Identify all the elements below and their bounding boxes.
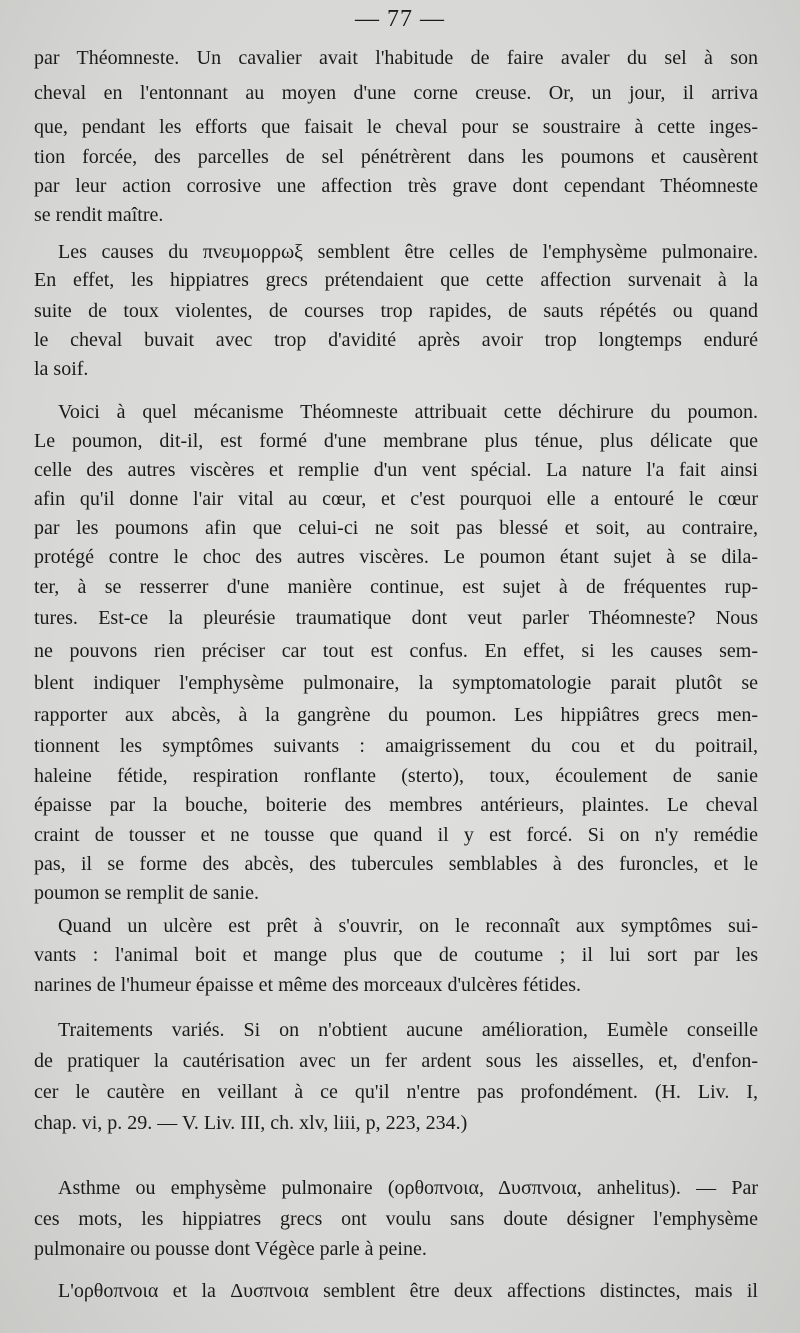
section-heading-line: Asthme ou emphysème pulmonaire (ορθοπνοια, Δυσπνοια, anhelitus). — Par: [58, 1177, 758, 1199]
text-line: pulmonaire ou pousse dont Végèce parle à peine.: [34, 1238, 427, 1260]
text-line: par leur action corrosive une affection très grave dont cependant Théomneste: [34, 175, 758, 197]
text-line: de pratiquer la cautérisation avec un fer ardent sous les aisselles, et, d'enfon-: [34, 1050, 758, 1072]
text-line: ter, à se resserrer d'une manière continue, est sujet à de fréquentes rup-: [34, 576, 758, 598]
text-line: Quand un ulcère est prêt à s'ouvrir, on le reconnaît aux symptômes sui-: [58, 915, 758, 937]
text-line: tures. Est-ce la pleurésie traumatique dont veut parler Théomneste? Nous: [34, 607, 758, 629]
text-line: En effet, les hippiatres grecs prétendaient que cette affection survenait à la: [34, 269, 758, 291]
text-line: Les causes du πνευμορρωξ semblent être celles de l'emphysème pulmonaire.: [58, 241, 758, 263]
text-line: tion forcée, des parcelles de sel pénétrèrent dans les poumons et causèrent: [34, 146, 758, 168]
text-line: ne pouvons rien préciser car tout est confus. En effet, si les causes sem-: [34, 640, 758, 662]
text-line: tionnent les symptômes suivants : amaigrissement du cou et du poitrail,: [34, 735, 758, 757]
text-line: chap. vi, p. 29. — V. Liv. III, ch. xlv, liii, p, 223, 234.): [34, 1112, 468, 1134]
text-line: ces mots, les hippiatres grecs ont voulu sans doute désigner l'emphysème: [34, 1208, 758, 1230]
text-line: Voici à quel mécanisme Théomneste attribuait cette déchirure du poumon.: [58, 401, 758, 423]
text-line: rapporter aux abcès, à la gangrène du poumon. Les hippiâtres grecs men-: [34, 704, 758, 726]
text-line: haleine fétide, respiration ronflante (sterto), toux, écoulement de sanie: [34, 765, 758, 787]
text-line: L'ορθοπνοια et la Δυσπνοια semblent être deux affections distinctes, mais il: [58, 1280, 758, 1302]
text-line: celle des autres viscères et remplie d'un vent spécial. La nature l'a fait ainsi: [34, 459, 758, 481]
text-line: épaisse par la bouche, boiterie des membres antérieurs, plaintes. Le cheval: [34, 794, 758, 816]
text-line: craint de tousser et ne tousse que quand il y est forcé. Si on n'y remédie: [34, 824, 758, 846]
text-line: le cheval buvait avec trop d'avidité après avoir trop longtemps enduré: [34, 329, 758, 351]
text-line: blent indiquer l'emphysème pulmonaire, la symptomatologie parait plutôt se: [34, 672, 758, 694]
text-line: poumon se remplit de sanie.: [34, 882, 259, 904]
text-line: suite de toux violentes, de courses trop rapides, de sauts répétés ou quand: [34, 300, 758, 322]
text-line: par les poumons afin que celui-ci ne soit pas blessé et soit, au contraire,: [34, 517, 758, 539]
text-line: pas, il se forme des abcès, des tubercules semblables à des furoncles, et le: [34, 853, 758, 875]
text-line: cer le cautère en veillant à ce qu'il n'entre pas profondément. (H. Liv. I,: [34, 1081, 758, 1103]
text-line: cheval en l'entonnant au moyen d'une corne creuse. Or, un jour, il arriva: [34, 82, 758, 104]
text-line: la soif.: [34, 358, 89, 380]
text-line: protégé contre le choc des autres viscères. Le poumon étant sujet à se dila-: [34, 546, 758, 568]
page-number: — 77 —: [355, 6, 445, 32]
text-line: Le poumon, dit-il, est formé d'une membrane plus ténue, plus délicate que: [34, 430, 758, 452]
text-line: se rendit maître.: [34, 204, 164, 226]
text-line: vants : l'animal boit et mange plus que de coutume ; il lui sort par les: [34, 944, 758, 966]
text-line: narines de l'humeur épaisse et même des morceaux d'ulcères fétides.: [34, 974, 581, 996]
text-line: afin qu'il donne l'air vital au cœur, et c'est pourquoi elle a entouré le cœur: [34, 488, 758, 510]
text-line: Traitements variés. Si on n'obtient aucune amélioration, Eumèle conseille: [58, 1019, 758, 1041]
text-line: que, pendant les efforts que faisait le cheval pour se soustraire à cette inges-: [34, 116, 758, 138]
text-line: par Théomneste. Un cavalier avait l'habitude de faire avaler du sel à son: [34, 47, 758, 69]
